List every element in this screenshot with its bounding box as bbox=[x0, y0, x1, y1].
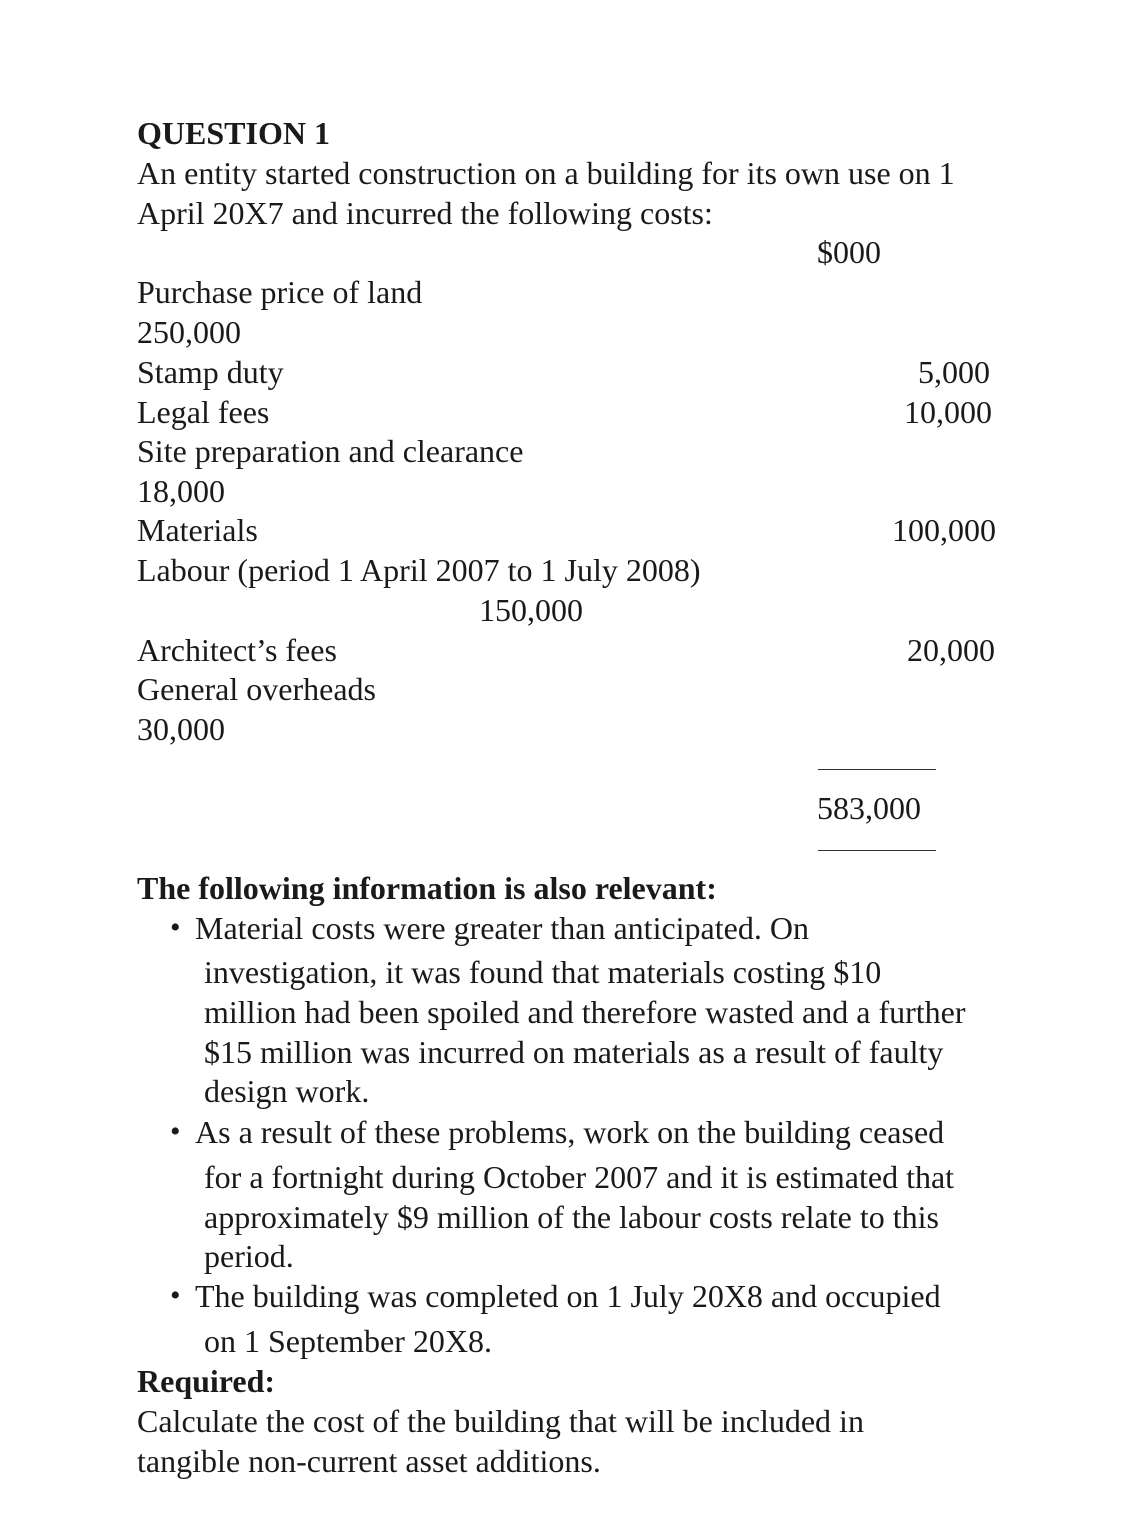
cost-label-general-overheads: General overheads bbox=[137, 671, 376, 707]
bullet-icon: • bbox=[170, 1115, 181, 1148]
bullet-2-line-2: for a fortnight during October 2007 and it is estimated that bbox=[204, 1159, 955, 1195]
bullet-3-line-1: The building was completed on 1 July 20X8 and occupied bbox=[195, 1278, 941, 1314]
required-line-1: Calculate the cost of the building that will be included in bbox=[137, 1403, 864, 1439]
intro-line-1: An entity started construction on a building for its own use on 1 bbox=[137, 155, 955, 191]
cost-label-stamp-duty: Stamp duty bbox=[137, 354, 284, 390]
bullet-2-line-3: approximately $9 million of the labour costs relate to this bbox=[204, 1199, 939, 1235]
total-bottom-rule bbox=[818, 850, 936, 851]
cost-label-legal-fees: Legal fees bbox=[137, 394, 270, 430]
cost-amount-legal-fees: 10,000 bbox=[904, 394, 992, 430]
cost-label-materials: Materials bbox=[137, 512, 258, 548]
cost-label-architect-fees: Architect’s fees bbox=[137, 632, 337, 668]
info-heading: The following information is also relevant: bbox=[137, 870, 717, 906]
required-heading: Required: bbox=[137, 1363, 276, 1399]
total-top-rule bbox=[818, 769, 936, 770]
cost-amount-land: 250,000 bbox=[137, 314, 241, 350]
bullet-1-line-5: design work. bbox=[204, 1073, 370, 1109]
cost-amount-stamp-duty: 5,000 bbox=[918, 354, 990, 390]
bullet-icon: • bbox=[170, 1279, 181, 1312]
cost-amount-materials: 100,000 bbox=[892, 512, 996, 548]
bullet-icon: • bbox=[170, 911, 181, 944]
cost-label-site-preparation: Site preparation and clearance bbox=[137, 433, 524, 469]
bullet-1-line-3: million had been spoiled and therefore wasted and a further bbox=[204, 994, 966, 1030]
bullet-1-line-2: investigation, it was found that materials costing $10 bbox=[204, 954, 882, 990]
question-title: QUESTION 1 bbox=[137, 115, 330, 151]
cost-amount-general-overheads: 30,000 bbox=[137, 711, 225, 747]
bullet-2-line-1: As a result of these problems, work on the building ceased bbox=[195, 1114, 945, 1150]
total-amount: 583,000 bbox=[817, 790, 921, 826]
bullet-2-line-4: period. bbox=[204, 1238, 294, 1274]
cost-amount-site-preparation: 18,000 bbox=[137, 473, 225, 509]
column-header: $000 bbox=[817, 234, 881, 270]
bullet-1-line-4: $15 million was incurred on materials as a result of faulty bbox=[204, 1034, 944, 1070]
cost-label-land: Purchase price of land bbox=[137, 274, 423, 310]
cost-amount-architect-fees: 20,000 bbox=[907, 632, 995, 668]
cost-label-labour: Labour (period 1 April 2007 to 1 July 2008) bbox=[137, 552, 701, 588]
bullet-1-line-1: Material costs were greater than anticipated. On bbox=[195, 910, 809, 946]
cost-amount-labour: 150,000 bbox=[479, 592, 583, 628]
intro-line-2: April 20X7 and incurred the following costs: bbox=[137, 195, 713, 231]
required-line-2: tangible non-current asset additions. bbox=[137, 1443, 601, 1479]
bullet-3-line-2: on 1 September 20X8. bbox=[204, 1323, 492, 1359]
